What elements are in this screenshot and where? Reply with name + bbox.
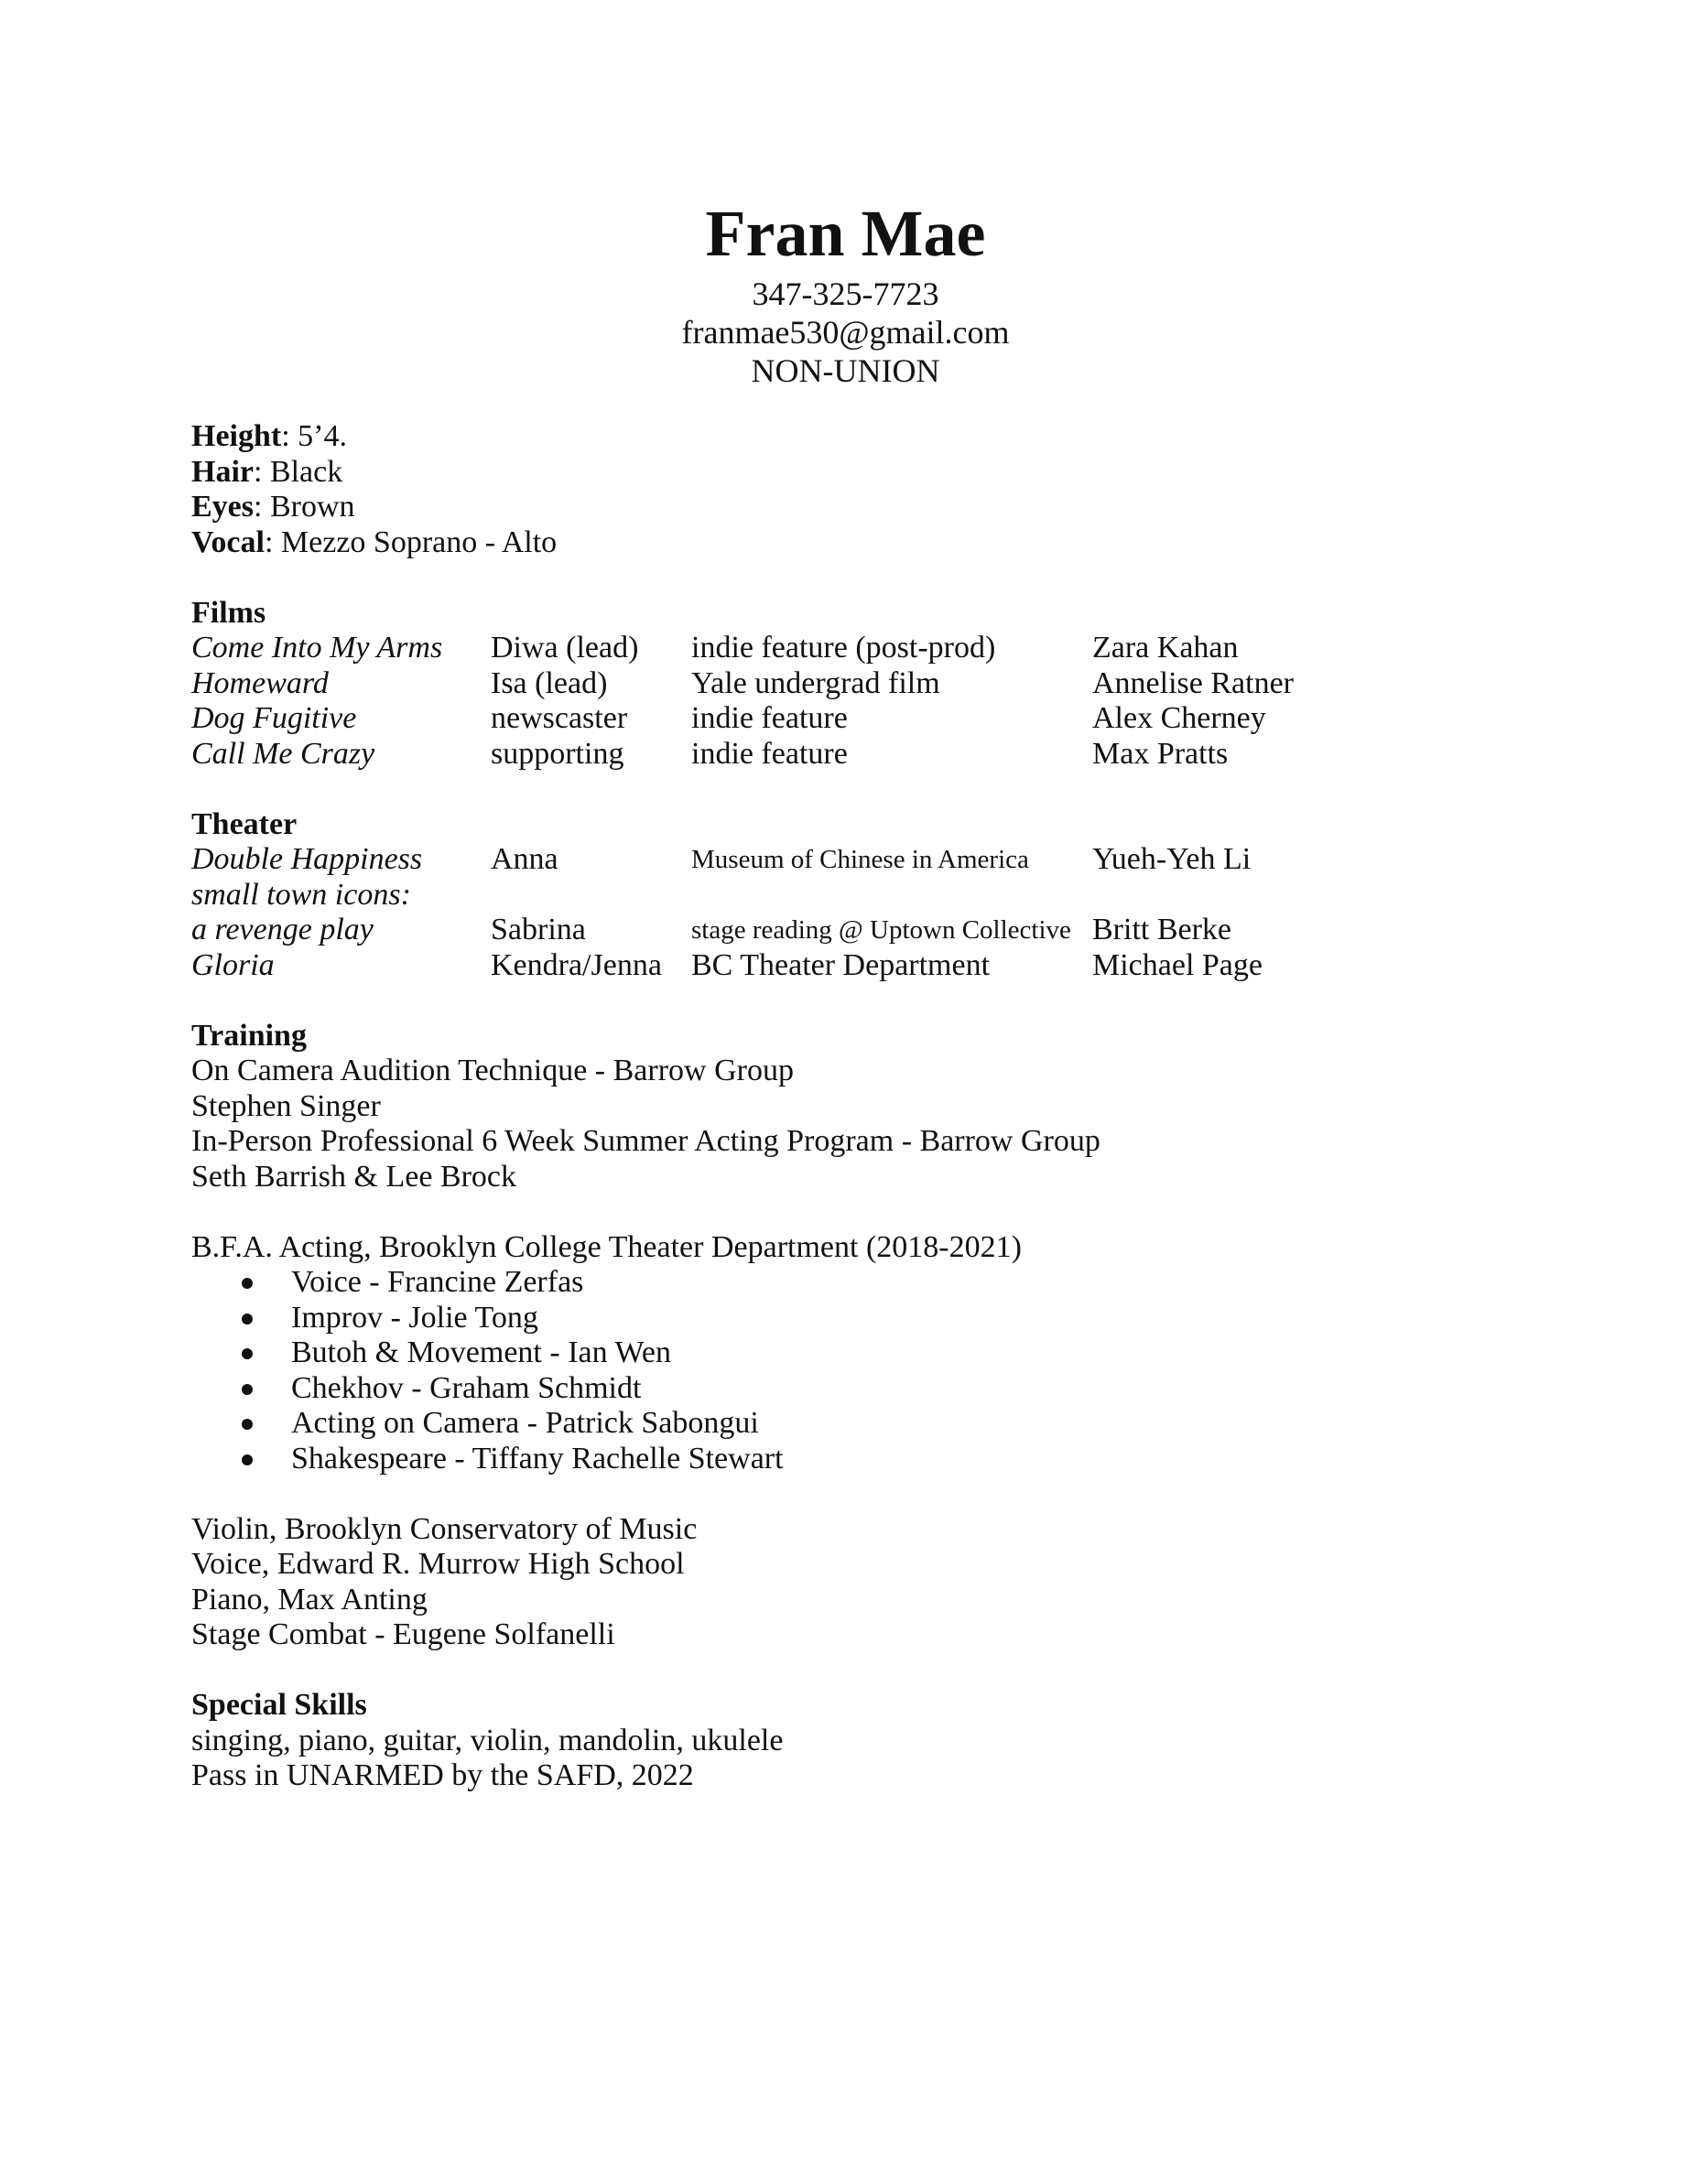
credit-production: Yale undergrad film bbox=[691, 665, 940, 700]
stat-value: : Black bbox=[253, 454, 343, 489]
stat-label: Height bbox=[191, 419, 282, 453]
stat-label: Vocal bbox=[191, 524, 265, 559]
stat-hair bbox=[191, 455, 1565, 491]
theater-row bbox=[191, 948, 1565, 984]
credit-role: supporting bbox=[491, 736, 624, 771]
credit-director: Annelise Ratner bbox=[1092, 665, 1294, 700]
list-item-text: Voice - Francine Zerfas bbox=[291, 1265, 584, 1299]
stat-eyes bbox=[191, 490, 1565, 525]
stat-label: Eyes bbox=[191, 490, 254, 524]
credit-role: Anna bbox=[491, 842, 558, 876]
credit-director: Zara Kahan bbox=[1092, 631, 1239, 665]
credit-title: Call Me Crazy bbox=[191, 736, 375, 771]
theater-heading: Theater bbox=[191, 806, 298, 841]
credit-title: Dog Fugitive bbox=[191, 701, 357, 735]
list-item-text: Shakespeare - Tiffany Rachelle Stewart bbox=[291, 1441, 784, 1476]
credit-role: Isa (lead) bbox=[491, 665, 608, 700]
credit-director: Michael Page bbox=[1092, 947, 1263, 982]
credit-production: indie feature bbox=[691, 736, 848, 771]
credit-role: Sabrina bbox=[491, 913, 586, 946]
credit-title: Gloria bbox=[191, 947, 275, 982]
union-status: NON-UNION bbox=[751, 352, 940, 389]
list-item-text: Improv - Jolie Tong bbox=[291, 1300, 538, 1335]
list-item bbox=[191, 1265, 1565, 1301]
credit-title: Come Into My Arms bbox=[191, 631, 443, 665]
resume-body bbox=[191, 419, 1565, 1794]
training-line: Violin, Brooklyn Conservatory of Music bbox=[191, 1511, 698, 1546]
stats-block bbox=[191, 419, 1565, 560]
bullet-icon bbox=[242, 1454, 253, 1465]
training-section bbox=[191, 1019, 1565, 1653]
training-line: Voice, Edward R. Murrow High School bbox=[191, 1547, 685, 1581]
skills-line: singing, piano, guitar, violin, mandolin, ukulele bbox=[191, 1723, 784, 1757]
credit-production: indie feature bbox=[691, 701, 848, 735]
films-heading: Films bbox=[191, 595, 266, 630]
stat-label: Hair bbox=[191, 454, 254, 489]
list-item bbox=[191, 1335, 1565, 1371]
bullet-icon bbox=[242, 1278, 253, 1289]
film-row bbox=[191, 631, 1565, 666]
phone-number: 347-325-7723 bbox=[752, 276, 939, 312]
stat-vocal bbox=[191, 525, 1565, 561]
bfa-heading: B.F.A. Acting, Brooklyn College Theater Department (2018-2021) bbox=[191, 1229, 1022, 1264]
stat-value: : Mezzo Soprano - Alto bbox=[264, 524, 558, 559]
theater-row bbox=[191, 842, 1565, 878]
training-line: In-Person Professional 6 Week Summer Acting Program - Barrow Group bbox=[191, 1124, 1100, 1158]
film-row bbox=[191, 737, 1565, 773]
credit-role: Kendra/Jenna bbox=[491, 947, 662, 982]
list-item bbox=[191, 1406, 1565, 1442]
credit-role: Diwa (lead) bbox=[491, 631, 639, 665]
stat-value: : Brown bbox=[254, 490, 355, 524]
list-item-text: Chekhov - Graham Schmidt bbox=[291, 1370, 642, 1405]
credit-role: newscaster bbox=[491, 701, 628, 735]
list-item bbox=[191, 1371, 1565, 1407]
credit-production: indie feature (post-prod) bbox=[691, 631, 996, 665]
credit-production: Museum of Chinese in America bbox=[691, 845, 1029, 874]
bullet-icon bbox=[242, 1348, 253, 1359]
resume-header bbox=[0, 192, 1691, 390]
credit-title: a revenge play bbox=[191, 913, 374, 946]
films-section bbox=[191, 596, 1565, 773]
theater-row bbox=[191, 913, 1565, 948]
credit-production: stage reading @ Uptown Collective bbox=[691, 915, 1071, 945]
skills-line: Pass in UNARMED by the SAFD, 2022 bbox=[191, 1758, 694, 1792]
training-line: Stage Combat - Eugene Solfanelli bbox=[191, 1617, 615, 1651]
list-item bbox=[191, 1301, 1565, 1336]
theater-row bbox=[191, 878, 1565, 914]
training-line: Piano, Max Anting bbox=[191, 1582, 428, 1616]
training-line: Seth Barrish & Lee Brock bbox=[191, 1159, 517, 1194]
theater-section bbox=[191, 807, 1565, 984]
actor-name: Fran Mae bbox=[705, 197, 986, 270]
list-item-text: Acting on Camera - Patrick Sabongui bbox=[291, 1406, 759, 1440]
credit-title: Double Happiness bbox=[191, 842, 423, 876]
stat-height bbox=[191, 419, 1565, 455]
email-address: franmae530@gmail.com bbox=[681, 314, 1010, 351]
credit-production: BC Theater Department bbox=[691, 947, 991, 982]
credit-title: small town icons: bbox=[191, 877, 411, 912]
film-row bbox=[191, 701, 1565, 737]
credit-director: Max Pratts bbox=[1092, 736, 1229, 771]
bfa-list bbox=[191, 1265, 1565, 1476]
training-line: On Camera Audition Technique - Barrow Group bbox=[191, 1054, 794, 1087]
skills-section bbox=[191, 1688, 1565, 1794]
list-item bbox=[191, 1442, 1565, 1477]
bullet-icon bbox=[242, 1384, 253, 1395]
skills-heading: Special Skills bbox=[191, 1688, 367, 1722]
credit-director: Britt Berke bbox=[1092, 913, 1232, 946]
training-heading: Training bbox=[191, 1018, 307, 1053]
bullet-icon bbox=[242, 1419, 253, 1430]
credit-director: Alex Cherney bbox=[1092, 701, 1266, 735]
list-item-text: Butoh & Movement - Ian Wen bbox=[291, 1335, 671, 1369]
credit-director: Yueh-Yeh Li bbox=[1092, 842, 1252, 876]
training-line: Stephen Singer bbox=[191, 1088, 381, 1123]
bullet-icon bbox=[242, 1314, 253, 1324]
film-row bbox=[191, 666, 1565, 702]
stat-value: : 5’4. bbox=[281, 419, 347, 453]
credit-title: Homeward bbox=[191, 665, 329, 700]
